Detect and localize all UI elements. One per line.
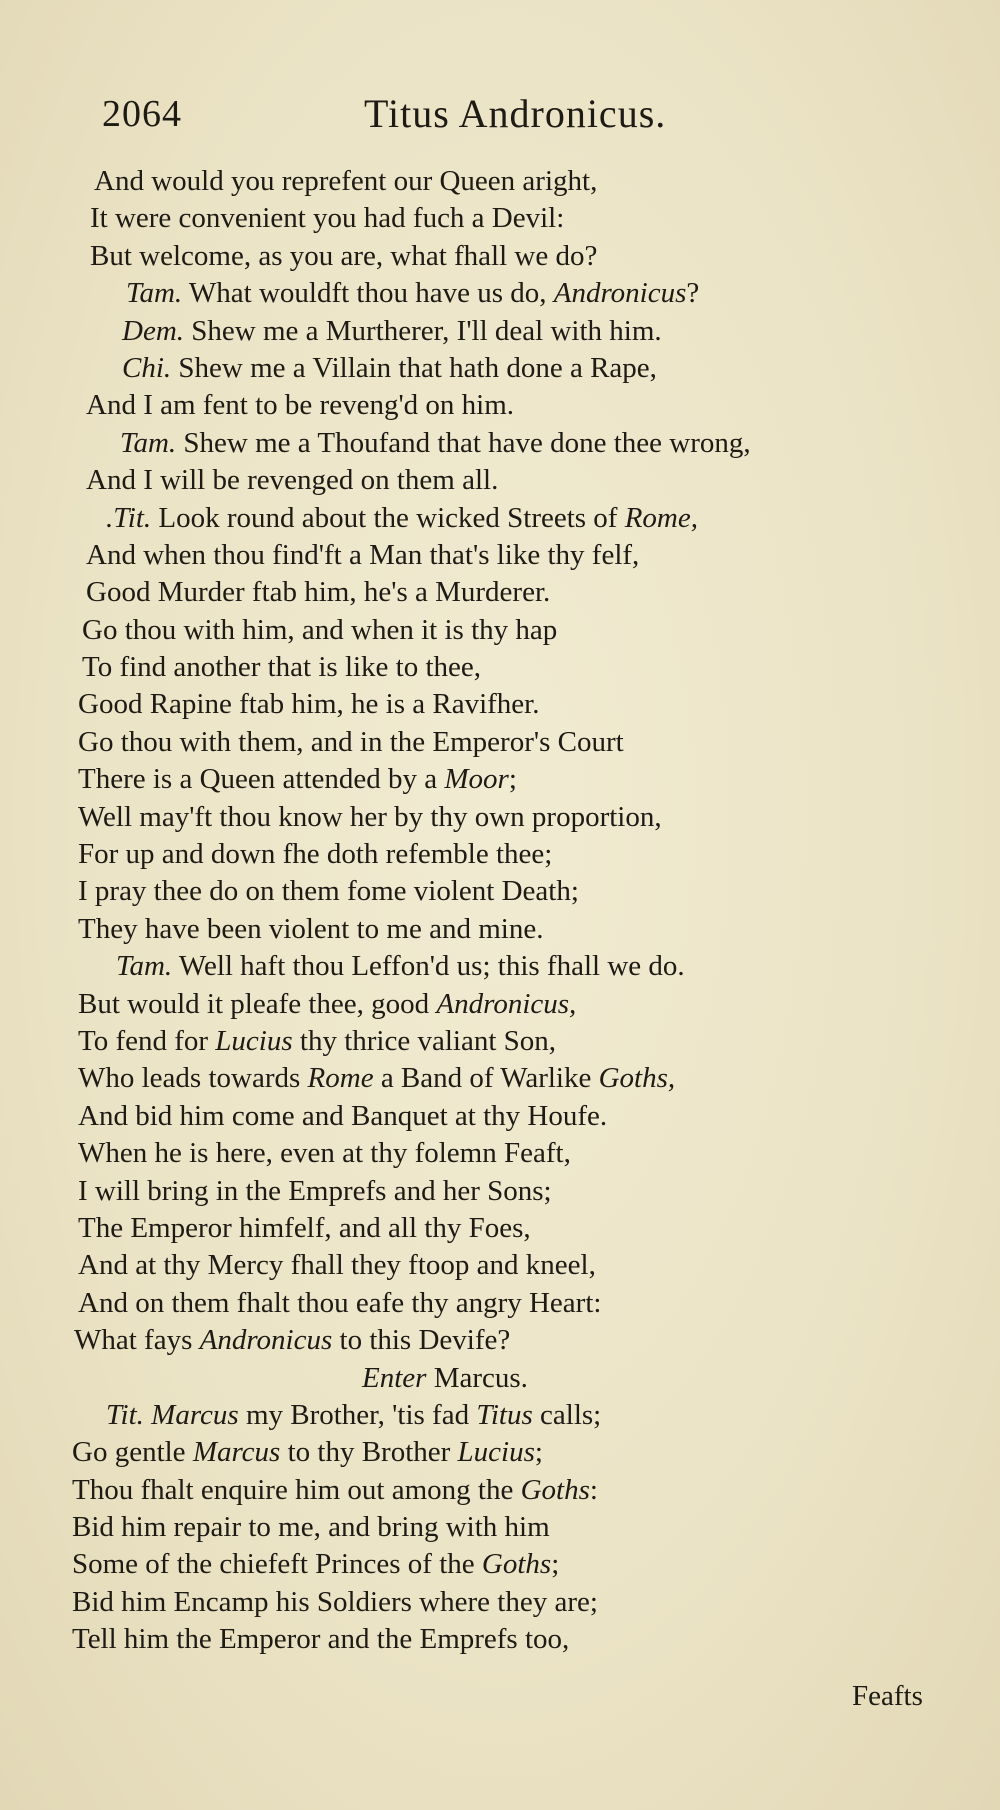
text-line [70, 1397, 970, 1434]
line-text: The Emperor himfelf, and all thy Foes, [78, 1211, 531, 1244]
line-text: Bid him Encamp his Soldiers where they are; [72, 1585, 598, 1618]
line-text: Marcus. [426, 1361, 528, 1394]
text-line [70, 200, 970, 237]
speaker-name: Tam. [126, 277, 183, 310]
speaker-name: Tit. [106, 1398, 144, 1431]
line-text: Thou fhalt enquire him out among the [72, 1473, 521, 1506]
play-text [70, 163, 970, 1659]
speaker-name: .Tit. [106, 501, 152, 534]
speaker-name: Tam. [116, 950, 173, 983]
italic-name: Lucius [457, 1436, 535, 1469]
line-text: And on them fhalt thou eafe thy angry Heart: [78, 1286, 602, 1319]
text-line [70, 1472, 970, 1509]
line-text: Go thou with them, and in the Emperor's Court [78, 725, 624, 758]
speaker-name: Enter [362, 1361, 427, 1394]
text-line [70, 275, 970, 312]
italic-name: Andronicus [553, 277, 687, 310]
line-text: thy thrice valiant Son, [292, 1024, 557, 1057]
text-line [70, 387, 970, 424]
line-text: And when thou find'ft a Man that's like thy felf, [86, 538, 640, 571]
line-text: ; [508, 763, 517, 796]
text-line [70, 350, 970, 387]
text-line [70, 462, 970, 499]
text-line [70, 1285, 970, 1322]
text-line [70, 313, 970, 350]
line-text: What wouldft thou have us do, [182, 277, 554, 310]
italic-name: Rome [307, 1062, 374, 1095]
line-text: And I am fent to be reveng'd on him. [86, 389, 515, 422]
text-line [70, 948, 970, 985]
text-line [70, 1434, 970, 1471]
italic-name: Goths [481, 1548, 552, 1581]
line-text: ; [551, 1548, 560, 1581]
line-text: ; [534, 1436, 543, 1469]
text-line [70, 574, 970, 611]
line-text: : [589, 1473, 598, 1506]
text-line [70, 1247, 970, 1284]
line-text: To fend for [78, 1024, 216, 1057]
text-line [70, 1546, 970, 1583]
line-text: to this Devife? [332, 1324, 511, 1357]
line-text: a Band of Warlike [373, 1062, 599, 1095]
text-line [70, 724, 970, 761]
line-text: I pray thee do on them fome violent Death; [78, 875, 579, 908]
line-text: ? [686, 277, 700, 310]
text-line [70, 649, 970, 686]
text-line [70, 1210, 970, 1247]
line-text: Go thou with him, and when it is thy hap [82, 613, 558, 646]
line-text: Well may'ft thou know her by thy own proportion, [78, 800, 662, 833]
italic-name: Goths, [598, 1062, 676, 1095]
line-text: Shew me a Murtherer, I'll deal with him. [184, 314, 662, 347]
line-text: When he is here, even at thy folemn Feaft, [78, 1137, 571, 1170]
line-text: Shew me a Villain that hath done a Rape, [171, 351, 657, 384]
line-text: Look round about the wicked Streets of [151, 501, 625, 534]
line-text: I will bring in the Emprefs and her Sons; [78, 1174, 552, 1207]
italic-name: Goths [520, 1473, 590, 1506]
text-line [70, 1621, 970, 1658]
text-line [70, 1509, 970, 1546]
text-line [70, 238, 970, 275]
line-text: But welcome, as you are, what fhall we do? [90, 239, 598, 272]
italic-name: Lucius [215, 1024, 293, 1057]
italic-name: Rome, [624, 501, 698, 534]
line-text: Who leads towards [78, 1062, 308, 1095]
speaker-name: Tam. [120, 426, 177, 459]
line-text: calls; [532, 1398, 602, 1431]
line-text: Tell him the Emperor and the Emprefs too, [72, 1623, 570, 1656]
text-line [70, 1173, 970, 1210]
text-line [70, 873, 970, 910]
text-line [70, 1060, 970, 1097]
line-text: They have been violent to me and mine. [78, 912, 544, 945]
text-line [70, 686, 970, 723]
text-line [70, 425, 970, 462]
line-text: To find another that is like to thee, [82, 651, 482, 684]
line-text: And bid him come and Banquet at thy Houfe. [78, 1099, 608, 1132]
text-line [70, 1023, 970, 1060]
text-line [70, 911, 970, 948]
italic-name: Marcus [151, 1398, 239, 1431]
italic-name: Andronicus [199, 1324, 333, 1357]
italic-name: Andronicus, [436, 987, 577, 1020]
line-text: But would it pleafe thee, good [78, 987, 437, 1020]
text-line [70, 500, 970, 537]
text-line [70, 836, 970, 873]
page-header [102, 92, 702, 142]
italic-name: Marcus [192, 1436, 281, 1469]
text-line [70, 761, 970, 798]
italic-name: Titus [476, 1398, 533, 1431]
text-line [70, 163, 970, 200]
text-line [70, 1584, 970, 1621]
text-line [70, 1322, 970, 1359]
line-text: my Brother, 'tis fad [238, 1398, 477, 1431]
text-line [70, 612, 970, 649]
text-line [70, 1098, 970, 1135]
line-text: For up and down fhe doth refemble thee; [78, 838, 553, 871]
page-number: 2064 [102, 93, 182, 135]
line-text: What fays [74, 1324, 200, 1357]
text-line [70, 537, 970, 574]
italic-name: Moor [444, 763, 509, 796]
line-text: And I will be revenged on them all. [86, 464, 499, 497]
text-line [70, 986, 970, 1023]
line-text: And would you reprefent our Queen aright, [94, 165, 598, 197]
line-text: Well haft thou Leffon'd us; this fhall we do. [172, 950, 685, 983]
line-text: Good Murder ftab him, he's a Murderer. [86, 576, 551, 609]
catchword: Feafts [852, 1680, 923, 1712]
text-line [70, 799, 970, 836]
line-text: And at thy Mercy fhall they ftoop and kneel, [78, 1249, 596, 1282]
line-text: Shew me a Thoufand that have done thee wrong, [176, 426, 751, 459]
text-line [70, 1360, 970, 1397]
line-text: to thy Brother [280, 1436, 458, 1469]
line-text: It were convenient you had fuch a Devil: [90, 202, 565, 235]
speaker-name: Chi. [122, 351, 172, 384]
text-line [70, 1135, 970, 1172]
line-text: Good Rapine ftab him, he is a Ravifher. [78, 688, 540, 721]
running-title: Titus Andronicus. [364, 91, 667, 136]
line-text: There is a Queen attended by a [78, 763, 445, 796]
line-text: Bid him repair to me, and bring with him [72, 1511, 550, 1544]
line-text: Go gentle [72, 1436, 193, 1469]
line-text: Some of the chiefeft Princes of the [72, 1548, 482, 1581]
speaker-name: Dem. [122, 314, 185, 347]
